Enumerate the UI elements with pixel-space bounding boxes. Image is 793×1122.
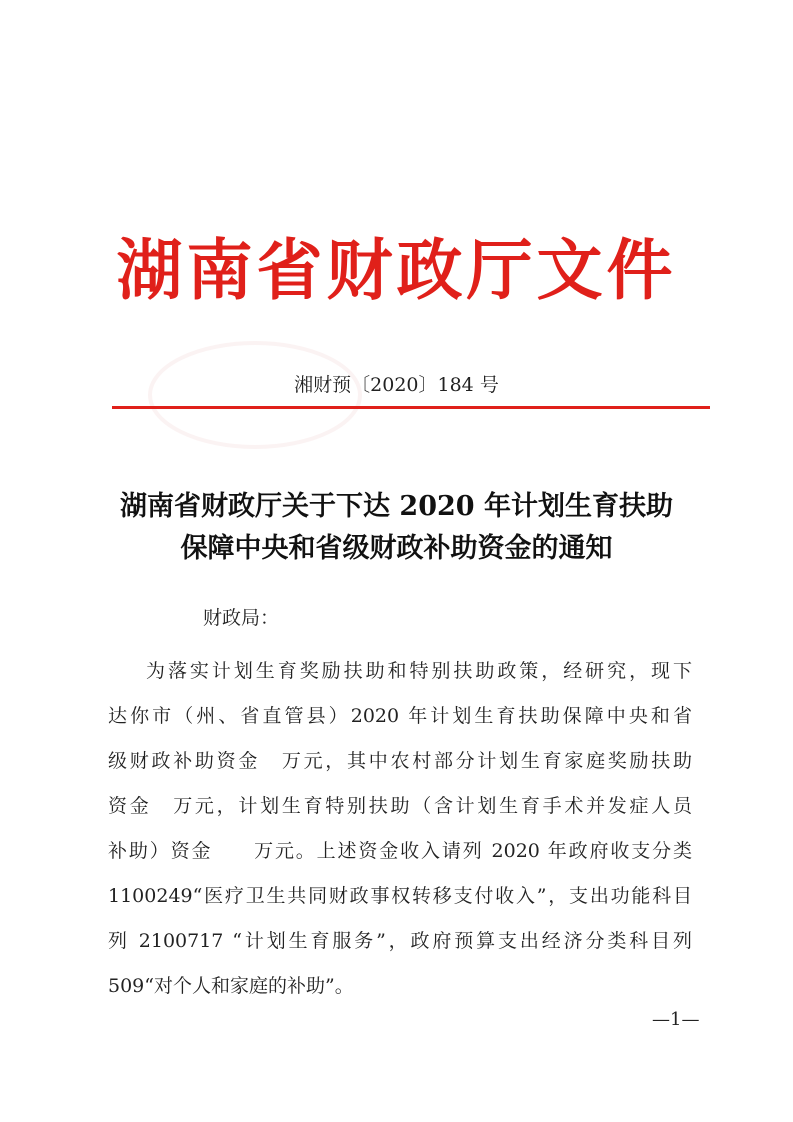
red-divider-rule: [112, 406, 710, 409]
body-line: 达你市（州、省直管县）2020 年计划生育扶助保障中央和省: [108, 705, 692, 727]
body-line: 1100249“医疗卫生共同财政事权转移支付收入”，支出功能科目: [108, 885, 692, 907]
body-line: 509“对个人和家庭的补助”。: [108, 975, 354, 997]
notice-body: [108, 649, 692, 1009]
page-number: —1—: [652, 1009, 700, 1030]
body-line: 级财政补助资金 万元，其中农村部分计划生育家庭奖励扶助: [108, 750, 692, 772]
body-line: 资金 万元，计划生育特别扶助（含计划生育手术并发症人员: [108, 795, 692, 817]
notice-title: [60, 486, 733, 570]
body-line: 补助）资金 万元。上述资金收入请列 2020 年政府收支分类: [108, 840, 692, 862]
notice-title-line-1: 湖南省财政厅关于下达 2020 年计划生育扶助: [120, 491, 673, 522]
document-number: 湘财预〔2020〕184 号: [294, 374, 499, 396]
notice-title-line-2: 保障中央和省级财政补助资金的通知: [180, 533, 613, 564]
document-header-title: 湖南省财政厅文件: [116, 231, 677, 309]
body-line: 为落实计划生育奖励扶助和特别扶助政策，经研究，现下: [146, 660, 692, 682]
addressee: 财政局：: [203, 607, 280, 629]
body-line: 列 2100717 “计划生育服务”，政府预算支出经济分类科目列: [108, 930, 692, 952]
